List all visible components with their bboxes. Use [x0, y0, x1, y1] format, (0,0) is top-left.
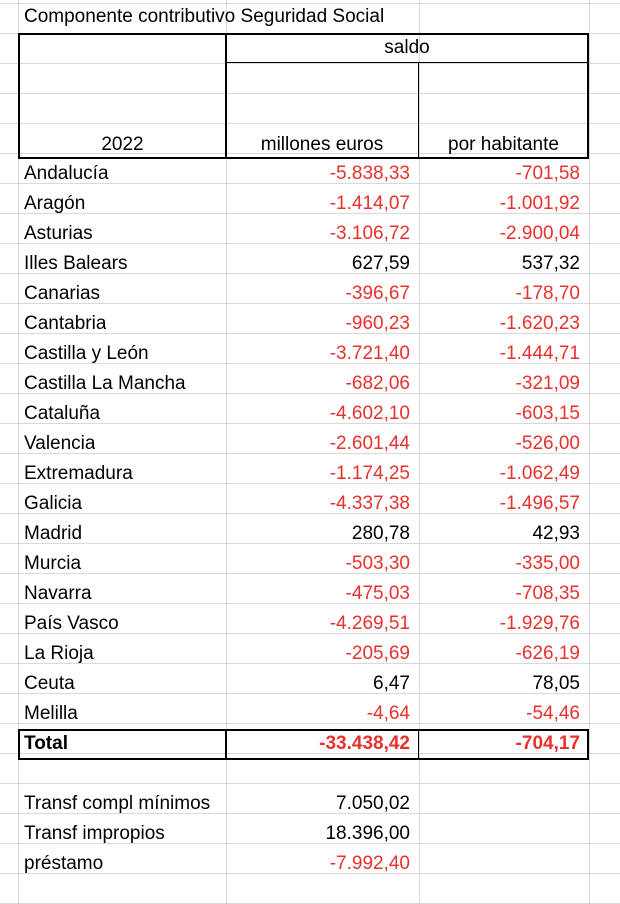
habitante-cell[interactable]: -54,46 — [526, 703, 580, 724]
total-millones[interactable]: -33.438,42 — [319, 733, 410, 754]
header-year[interactable]: 2022 — [101, 134, 144, 155]
extra-label-cell[interactable]: préstamo — [24, 853, 104, 874]
region-cell[interactable]: Cantabria — [24, 313, 107, 334]
extra-value-cell[interactable]: 7.050,02 — [336, 793, 410, 814]
region-cell[interactable]: Murcia — [24, 553, 82, 574]
header-millones-euros[interactable]: millones euros — [260, 134, 384, 155]
habitante-cell[interactable]: -1.001,92 — [499, 193, 580, 214]
region-cell[interactable]: Cataluña — [24, 403, 101, 424]
region-cell[interactable]: Madrid — [24, 523, 83, 544]
habitante-cell[interactable]: -335,00 — [515, 553, 580, 574]
habitante-cell[interactable]: -1.620,23 — [499, 313, 580, 334]
millones-cell[interactable]: -4.269,51 — [329, 613, 410, 634]
habitante-cell[interactable]: -2.900,04 — [499, 223, 580, 244]
extra-label-cell[interactable]: Transf impropios — [24, 823, 165, 844]
millones-cell[interactable]: -4.337,38 — [329, 493, 410, 514]
millones-cell[interactable]: -503,30 — [345, 553, 410, 574]
habitante-cell[interactable]: -1.496,57 — [499, 493, 580, 514]
habitante-cell[interactable]: -1.444,71 — [499, 343, 580, 364]
millones-cell[interactable]: -4.602,10 — [329, 403, 410, 424]
habitante-cell[interactable]: -1.062,49 — [499, 463, 580, 484]
region-cell[interactable]: Navarra — [24, 583, 92, 604]
region-cell[interactable]: La Rioja — [24, 643, 94, 664]
millones-cell[interactable]: -960,23 — [345, 313, 410, 334]
millones-cell[interactable]: -3.721,40 — [329, 343, 410, 364]
row-gridline — [0, 783, 620, 784]
header-saldo[interactable]: saldo — [384, 37, 430, 58]
millones-cell[interactable]: -396,67 — [345, 283, 410, 304]
extra-value-cell[interactable]: -7.992,40 — [329, 853, 410, 874]
column-gridline — [589, 0, 590, 904]
millones-cell[interactable]: 280,78 — [351, 523, 410, 544]
total-label[interactable]: Total — [24, 733, 68, 754]
millones-cell[interactable]: -682,06 — [345, 373, 410, 394]
header-por-habitante[interactable]: por habitante — [448, 134, 559, 155]
total-habitante[interactable]: -704,17 — [515, 733, 580, 754]
habitante-cell[interactable]: -321,09 — [515, 373, 580, 394]
region-cell[interactable]: Aragón — [24, 193, 86, 214]
region-cell[interactable]: Castilla y León — [24, 343, 149, 364]
habitante-cell[interactable]: -603,15 — [515, 403, 580, 424]
millones-cell[interactable]: -5.838,33 — [329, 163, 410, 184]
habitante-cell[interactable]: -701,58 — [515, 163, 580, 184]
millones-cell[interactable]: -475,03 — [345, 583, 410, 604]
region-cell[interactable]: Castilla La Mancha — [24, 373, 186, 394]
habitante-cell[interactable]: -178,70 — [515, 283, 580, 304]
millones-cell[interactable]: -2.601,44 — [329, 433, 410, 454]
millones-cell[interactable]: -1.414,07 — [329, 193, 410, 214]
region-cell[interactable]: País Vasco — [24, 613, 119, 634]
millones-cell[interactable]: -3.106,72 — [329, 223, 410, 244]
region-cell[interactable]: Andalucía — [24, 163, 109, 184]
millones-cell[interactable]: 6,47 — [373, 673, 410, 694]
sheet-title[interactable]: Componente contributivo Seguridad Social — [24, 6, 385, 27]
region-cell[interactable]: Galicia — [24, 493, 83, 514]
region-cell[interactable]: Melilla — [24, 703, 78, 724]
region-cell[interactable]: Valencia — [24, 433, 96, 454]
habitante-cell[interactable]: -708,35 — [515, 583, 580, 604]
millones-cell[interactable]: -205,69 — [345, 643, 410, 664]
habitante-cell[interactable]: 42,93 — [532, 523, 580, 544]
region-cell[interactable]: Ceuta — [24, 673, 75, 694]
region-cell[interactable]: Asturias — [24, 223, 93, 244]
extra-label-cell[interactable]: Transf compl mínimos — [24, 793, 211, 814]
extra-value-cell[interactable]: 18.396,00 — [325, 823, 410, 844]
millones-cell[interactable]: -1.174,25 — [329, 463, 410, 484]
habitante-cell[interactable]: -626,19 — [515, 643, 580, 664]
header-horizontal-divider — [226, 62, 588, 63]
habitante-cell[interactable]: -1.929,76 — [499, 613, 580, 634]
region-cell[interactable]: Illes Balears — [24, 253, 128, 274]
habitante-cell[interactable]: 78,05 — [532, 673, 580, 694]
millones-cell[interactable]: 627,59 — [351, 253, 410, 274]
region-cell[interactable]: Canarias — [24, 283, 101, 304]
habitante-cell[interactable]: -526,00 — [515, 433, 580, 454]
habitante-cell[interactable]: 537,32 — [521, 253, 580, 274]
region-cell[interactable]: Extremadura — [24, 463, 133, 484]
millones-cell[interactable]: -4,64 — [366, 703, 410, 724]
